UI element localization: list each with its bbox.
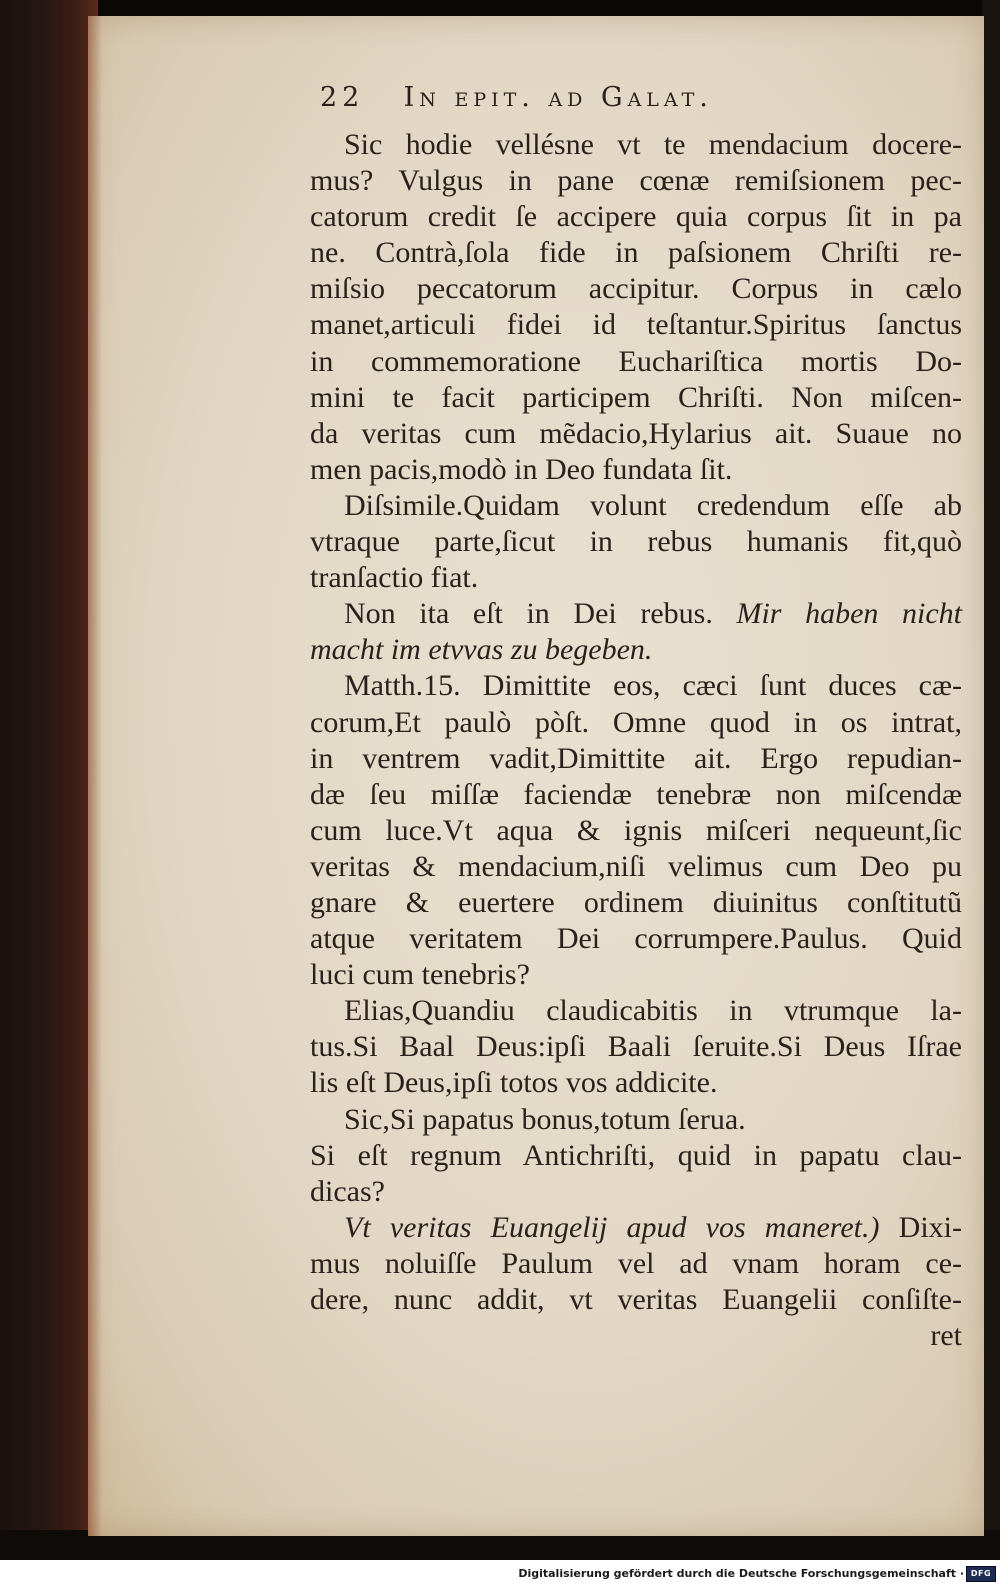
- text-line: [310, 849, 962, 885]
- text-line: [310, 271, 962, 307]
- text-line-content: in commemoratione Euchariſtica mortis Do-: [310, 344, 962, 378]
- text-line: [310, 1210, 962, 1246]
- text-line: [310, 957, 962, 993]
- text-line-content: miſsio peccatorum accipitur. Corpus in cælo: [310, 272, 962, 306]
- text-line: [310, 741, 962, 777]
- footer: [0, 1562, 1000, 1590]
- text-line-content: catorum credit ſe accipere quia corpus ſit in pa: [310, 200, 962, 234]
- page-number: 22: [320, 82, 365, 113]
- text-line: [310, 163, 962, 199]
- text-line-content: tranſactio fiat.: [310, 561, 479, 595]
- text-line-content: dere, nunc addit, vt veritas Euangelii conſiſte-: [310, 1283, 962, 1316]
- text-line: [310, 235, 962, 271]
- text-line: [310, 1065, 962, 1101]
- dfg-logo: [966, 1566, 996, 1582]
- footer-credit: Digitalisierung gefördert durch die Deutsche Forschungsgemeinschaft ·: [518, 1567, 964, 1580]
- text-line: [310, 1174, 962, 1210]
- text-line-content: atque veritatem Dei corrumpere.Paulus. Quid: [310, 922, 962, 956]
- text-line-content: vtraque parte,ſicut in rebus humanis fit,quò: [310, 525, 962, 559]
- text-line-content: lis eſt Deus,ipſi totos vos addicite.: [310, 1066, 718, 1100]
- text-line: [310, 1138, 962, 1174]
- text-line: [310, 452, 962, 488]
- text-line-content: gnare & euertere ordinem diuinitus conſtitutũ: [310, 885, 962, 919]
- text-line: [310, 1318, 962, 1354]
- text-line: [310, 705, 962, 741]
- running-head: [320, 82, 980, 122]
- text-line-content: veritas & mendacium,niſi velimus cum Deo pu: [310, 849, 962, 883]
- text-line-content: luci cum tenebris?: [310, 958, 530, 992]
- text-line: [310, 416, 962, 452]
- dfg-logo-label: DFG: [970, 1569, 992, 1578]
- text-line: [310, 199, 962, 235]
- scan-left-border: [0, 0, 98, 1560]
- text-line-content: Elias,Quandiu claudicabitis in vtrumque la-: [344, 994, 962, 1028]
- text-line-content: cum luce.Vt aqua & ignis miſceri nequeunt,ſic: [310, 813, 962, 847]
- text-line-italic: Vt veritas Euangelij apud vos maneret.): [344, 1210, 880, 1244]
- text-line: [310, 380, 962, 416]
- text-line-content: mus? Vulgus in pane cœnæ remiſsionem pec-: [310, 164, 962, 198]
- text-line-content: da veritas cum mẽdacio,Hylarius ait. Suaue no: [310, 416, 962, 450]
- text-line-content: dicas?: [310, 1174, 385, 1208]
- text-line: [310, 307, 962, 343]
- text-line: [310, 344, 962, 380]
- text-line: [310, 1029, 962, 1065]
- text-line-italic: Mir haben nicht: [736, 597, 962, 631]
- text-line: [310, 560, 962, 596]
- text-line-content: ret: [930, 1319, 962, 1353]
- text-line-content: Matth.15. Dimittite eos, cæci ſunt duces cæ-: [344, 669, 962, 703]
- text-line: [310, 921, 962, 957]
- text-line: [310, 1282, 962, 1318]
- text-line-content: in ventrem vadit,Dimittite ait. Ergo repudian-: [310, 741, 962, 775]
- text-line-italic: macht im etvvas zu begeben.: [310, 633, 653, 667]
- scan-right-border: [982, 0, 1000, 1560]
- text-line: [310, 488, 962, 524]
- text-line-content: Si eſt regnum Antichriſti, quid in papatu clau-: [310, 1138, 962, 1172]
- text-line: [310, 993, 962, 1029]
- text-line-content: Non ita eſt in Dei rebus.: [344, 597, 713, 631]
- text-line: [310, 524, 962, 560]
- text-line: [310, 813, 962, 849]
- text-line-content: Sic hodie vellésne vt te mendacium docere-: [344, 128, 962, 161]
- text-line: [310, 1246, 962, 1282]
- text-line: [310, 127, 962, 163]
- text-line-content: Diſsimile.Quidam volunt credendum eſſe ab: [344, 488, 962, 522]
- text-line: [310, 885, 962, 921]
- text-line-content: men pacis,modò in Deo fundata ſit.: [310, 452, 733, 486]
- text-line: [310, 1102, 962, 1138]
- text-line-content: manet,articuli fidei id teſtantur.Spiritus ſanctus: [310, 308, 962, 342]
- text-line-content: Dixi-: [898, 1210, 962, 1244]
- page-binding-shadow: [88, 16, 102, 1536]
- text-line-content: tus.Si Baal Deus:ipſi Baali ſeruite.Si Deus Iſrae: [310, 1030, 962, 1064]
- running-head-title: In epit. ad Galat.: [403, 82, 713, 113]
- text-line-content: ne. Contrà,ſola fide in paſsionem Chriſti re-: [310, 236, 962, 270]
- text-line-content: dæ ſeu miſſæ faciendæ tenebræ non miſcendæ: [310, 777, 962, 811]
- text-line: [310, 632, 962, 668]
- text-line: [310, 668, 962, 704]
- text-line-content: corum,Et paulò pòſt. Omne quod in os intrat,: [310, 705, 962, 739]
- text-line-content: mus noluiſſe Paulum vel ad vnam horam ce-: [310, 1246, 962, 1280]
- text-line-content: mini te facit participem Chriſti. Non miſcen-: [310, 380, 962, 414]
- text-line-content: Sic,Si papatus bonus,totum ſerua.: [344, 1102, 746, 1136]
- text-line: [310, 777, 962, 813]
- body-text: [310, 127, 962, 1354]
- text-line: [310, 596, 962, 632]
